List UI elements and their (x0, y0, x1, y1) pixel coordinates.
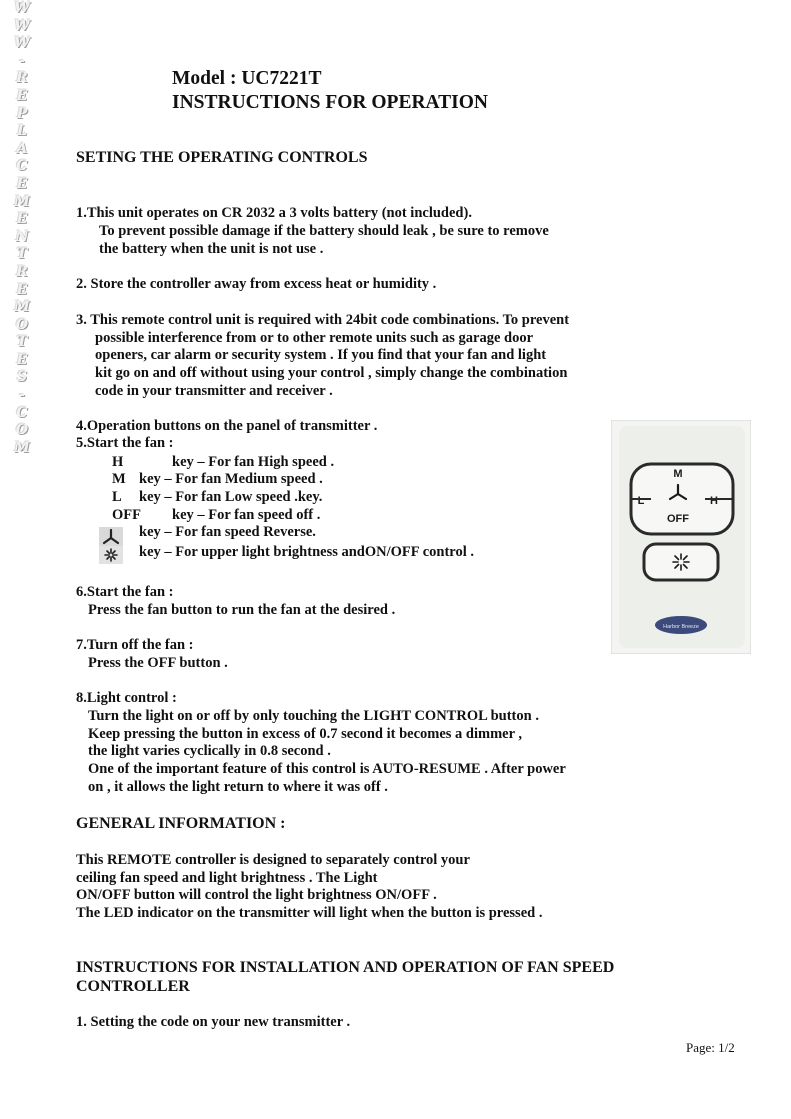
watermark-char: - (19, 387, 25, 404)
watermark-char: R (16, 263, 28, 280)
general-info-line-2: ceiling fan speed and light brightness . The Light (76, 870, 378, 886)
watermark-char: O (15, 316, 29, 333)
paragraph-3-line-5: code in your transmitter and receiver . (95, 383, 333, 399)
paragraph-8-line-5: on , it allows the light return to where it was off . (88, 779, 388, 795)
watermark-char: P (16, 105, 28, 122)
watermark-char: L (17, 123, 27, 140)
watermark-char: M (14, 299, 30, 316)
key-light-description: key – For upper light brightness andON/OFF control . (139, 544, 475, 560)
watermark-char: W (14, 35, 30, 52)
watermark-char: A (16, 140, 28, 157)
paragraph-1-line-2: To prevent possible damage if the battery should leak , be sure to remove (99, 223, 549, 239)
paragraph-1-line-3: the battery when the unit is not use . (99, 241, 324, 257)
key-l-label: L (112, 489, 122, 505)
paragraph-8-heading: 8.Light control : (76, 690, 177, 706)
model-title: Model : UC7221T (172, 68, 322, 89)
watermark-char: E (16, 87, 28, 104)
watermark-char: W (14, 17, 30, 34)
paragraph-6-text: Press the fan button to run the fan at the desired . (88, 602, 396, 618)
paragraph-3-line-1: 3. This remote control unit is required with 24bit code combinations. To prevent (76, 312, 570, 328)
paragraph-8-line-4: One of the important feature of this control is AUTO-RESUME . After power (88, 761, 566, 777)
remote-h-label: H (710, 495, 718, 507)
watermark-char: W (14, 0, 30, 16)
section-heading-installation-line-1: INSTRUCTIONS FOR INSTALLATION AND OPERATION OF FAN SPEED (76, 959, 615, 976)
watermark-char: E (16, 351, 28, 368)
key-off-description: key – For fan speed off . (172, 507, 321, 523)
paragraph-6-heading: 6.Start the fan : (76, 584, 174, 600)
paragraph-1-line-1: 1.This unit operates on CR 2032 a 3 volts battery (not included). (76, 205, 472, 221)
remote-off-label: OFF (667, 513, 689, 525)
watermark-char: M (14, 193, 30, 210)
paragraph-8-line-2: Keep pressing the button in excess of 0.7 second it becomes a dimmer , (88, 726, 523, 742)
general-info-line-4: The LED indicator on the transmitter will light when the button is pressed . (76, 905, 543, 921)
watermark-char: T (16, 334, 28, 351)
paragraph-5-heading: 5.Start the fan : (76, 435, 174, 451)
watermark-char: M (14, 439, 30, 456)
page-number: Page: 1/2 (686, 1040, 735, 1055)
key-off-label: OFF (112, 507, 141, 523)
paragraph-8-line-1: Turn the light on or off by only touching the LIGHT CONTROL button . (88, 708, 539, 724)
key-reverse-description: key – For fan speed Reverse. (139, 524, 316, 540)
remote-l-label: L (637, 495, 645, 507)
paragraph-7-text: Press the OFF button . (88, 655, 228, 671)
key-m-label: M (112, 471, 126, 487)
key-h-description: key – For fan High speed . (172, 454, 335, 470)
key-h-label: H (112, 454, 124, 470)
watermark-char: E (16, 211, 28, 228)
watermark-char: T (16, 246, 28, 263)
setting-code-line: 1. Setting the code on your new transmitter . (76, 1014, 351, 1030)
watermark-char: R (16, 70, 28, 87)
watermark-char: S (16, 369, 28, 386)
paragraph-3-line-2: possible interference from or to other remote units such as garage door (95, 330, 534, 346)
remote-transmitter-image (611, 420, 751, 654)
remote-light-button (644, 544, 718, 580)
paragraph-3-line-4: kit go on and off without using your control , simply change the combination (95, 365, 568, 381)
section-heading-operating-controls: SETING THE OPERATING CONTROLS (76, 149, 368, 166)
general-info-line-3: ON/OFF button will control the light brightness ON/OFF . (76, 887, 437, 903)
remote-m-label: M (673, 468, 683, 480)
paragraph-8-line-3: the light varies cyclically in 0.8 second . (88, 743, 331, 759)
light-icon (99, 546, 123, 564)
watermark-char: E (16, 175, 28, 192)
general-info-line-1: This REMOTE controller is designed to separately control your (76, 852, 470, 868)
section-heading-installation-line-2: CONTROLLER (76, 978, 190, 995)
watermark-char: C (16, 158, 28, 175)
paragraph-4: 4.Operation buttons on the panel of transmitter . (76, 418, 378, 434)
vertical-watermark (10, 0, 34, 457)
paragraph-7-heading: 7.Turn off the fan : (76, 637, 194, 653)
watermark-char: N (15, 228, 29, 245)
paragraph-3-line-3: openers, car alarm or security system . If you find that your fan and light (95, 347, 547, 363)
brand-logo-text: Harbor Breeze (663, 624, 699, 630)
key-l-description: key – For fan Low speed .key. (139, 489, 323, 505)
watermark-char: O (15, 422, 29, 439)
watermark-char: E (16, 281, 28, 298)
watermark-char: C (16, 404, 28, 421)
key-m-description: key – For fan Medium speed . (139, 471, 323, 487)
section-heading-general-information: GENERAL INFORMATION : (76, 815, 286, 832)
document-title: INSTRUCTIONS FOR OPERATION (172, 92, 489, 113)
watermark-char: - (19, 52, 25, 69)
paragraph-2: 2. Store the controller away from excess heat or humidity . (76, 276, 437, 292)
